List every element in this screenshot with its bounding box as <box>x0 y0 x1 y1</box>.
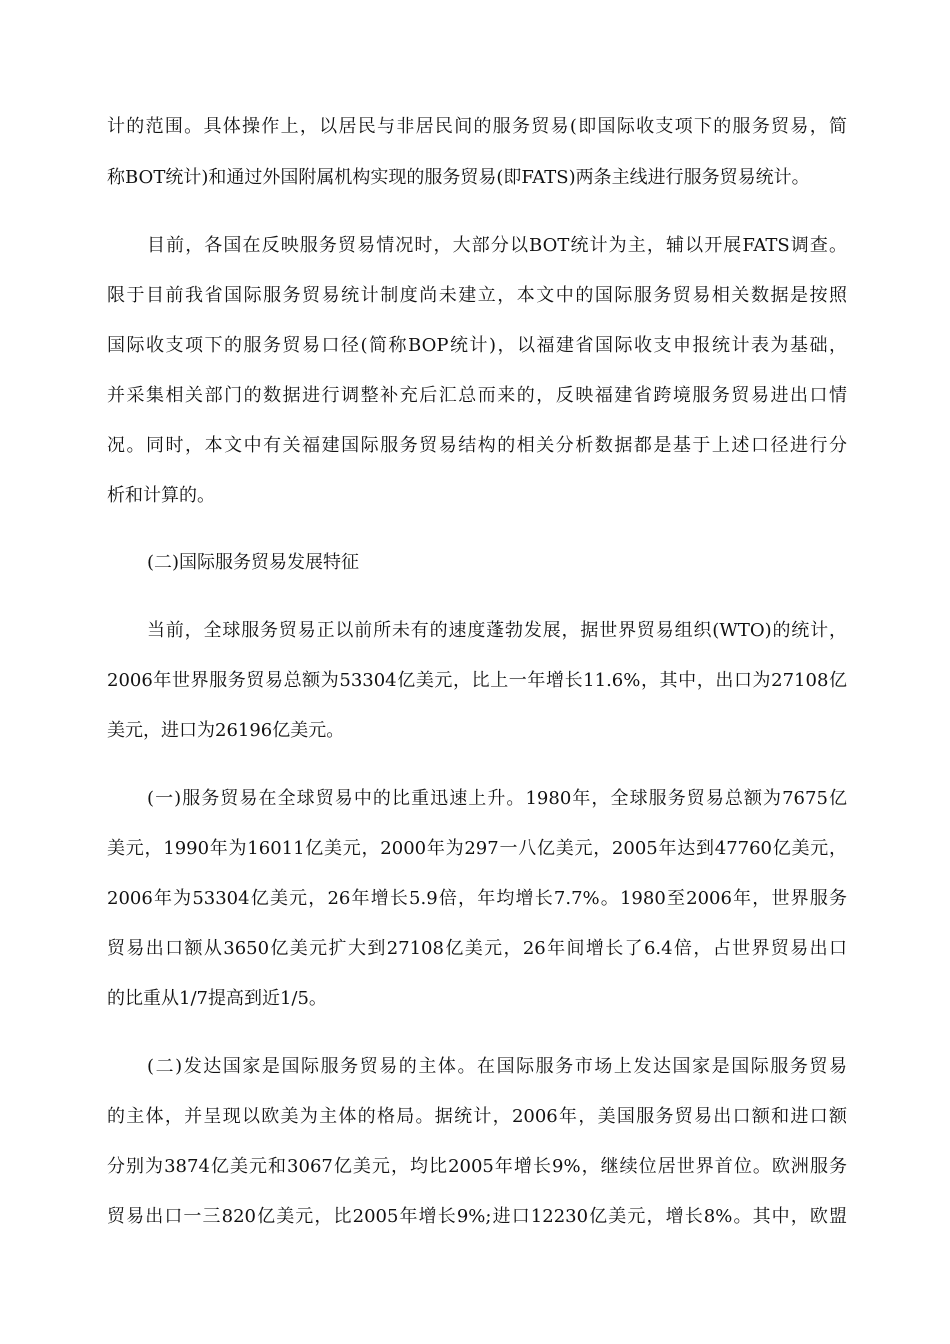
text-line: 贸易出口额从3650亿美元扩大到27108亿美元，26年间增长了6.4倍，占世界贸易出口 <box>107 938 847 959</box>
text-line: 析和计算的。 <box>107 485 215 506</box>
text-line: 限于目前我省国际服务贸易统计制度尚未建立，本文中的国际服务贸易相关数据是按照 <box>107 285 847 306</box>
text-line: 并采集相关部门的数据进行调整补充后汇总而来的，反映福建省跨境服务贸易进出口情 <box>107 385 847 406</box>
text-line: 国际收支项下的服务贸易口径(简称BOP统计)，以福建省国际收支申报统计表为基础， <box>107 335 847 356</box>
text-line: 当前，全球服务贸易正以前所未有的速度蓬勃发展，据世界贸易组织(WTO)的统计， <box>147 620 847 641</box>
text-line: 美元，1990年为16011亿美元，2000年为297一八亿美元，2005年达到47760亿美元， <box>107 838 847 859</box>
text-line: 2006年为53304亿美元，26年增长5.9倍，年均增长7.7%。1980至2006年，世界服务 <box>107 888 847 909</box>
text-line: 的比重从1/7提高到近1/5。 <box>107 988 327 1009</box>
text-line: 美元，进口为26196亿美元。 <box>107 720 345 741</box>
text-line: 计的范围。具体操作上，以居民与非居民间的服务贸易(即国际收支项下的服务贸易，简 <box>107 116 847 137</box>
text-line: (二)发达国家是国际服务贸易的主体。在国际服务市场上发达国家是国际服务贸易 <box>147 1056 847 1077</box>
text-line: 分别为3874亿美元和3067亿美元，均比2005年增长9%，继续位居世界首位。欧洲服务 <box>107 1156 847 1177</box>
text-line: (一)服务贸易在全球贸易中的比重迅速上升。1980年，全球服务贸易总额为7675亿 <box>147 788 847 809</box>
section-heading: (二)国际服务贸易发展特征 <box>147 552 360 573</box>
text-line: 目前，各国在反映服务贸易情况时，大部分以BOT统计为主，辅以开展FATS调查。 <box>147 235 847 256</box>
text-line: 称BOT统计)和通过外国附属机构实现的服务贸易(即FATS)两条主线进行服务贸易统计。 <box>107 167 810 188</box>
text-line: 贸易出口一三820亿美元，比2005年增长9%;进口12230亿美元，增长8%。其中，欧盟 <box>107 1206 847 1227</box>
text-line: 的主体，并呈现以欧美为主体的格局。据统计，2006年，美国服务贸易出口额和进口额 <box>107 1106 847 1127</box>
text-line: 2006年世界服务贸易总额为53304亿美元，比上一年增长11.6%，其中，出口为27108亿 <box>107 670 847 691</box>
text-line: 况。同时，本文中有关福建国际服务贸易结构的相关分析数据都是基于上述口径进行分 <box>107 435 847 456</box>
